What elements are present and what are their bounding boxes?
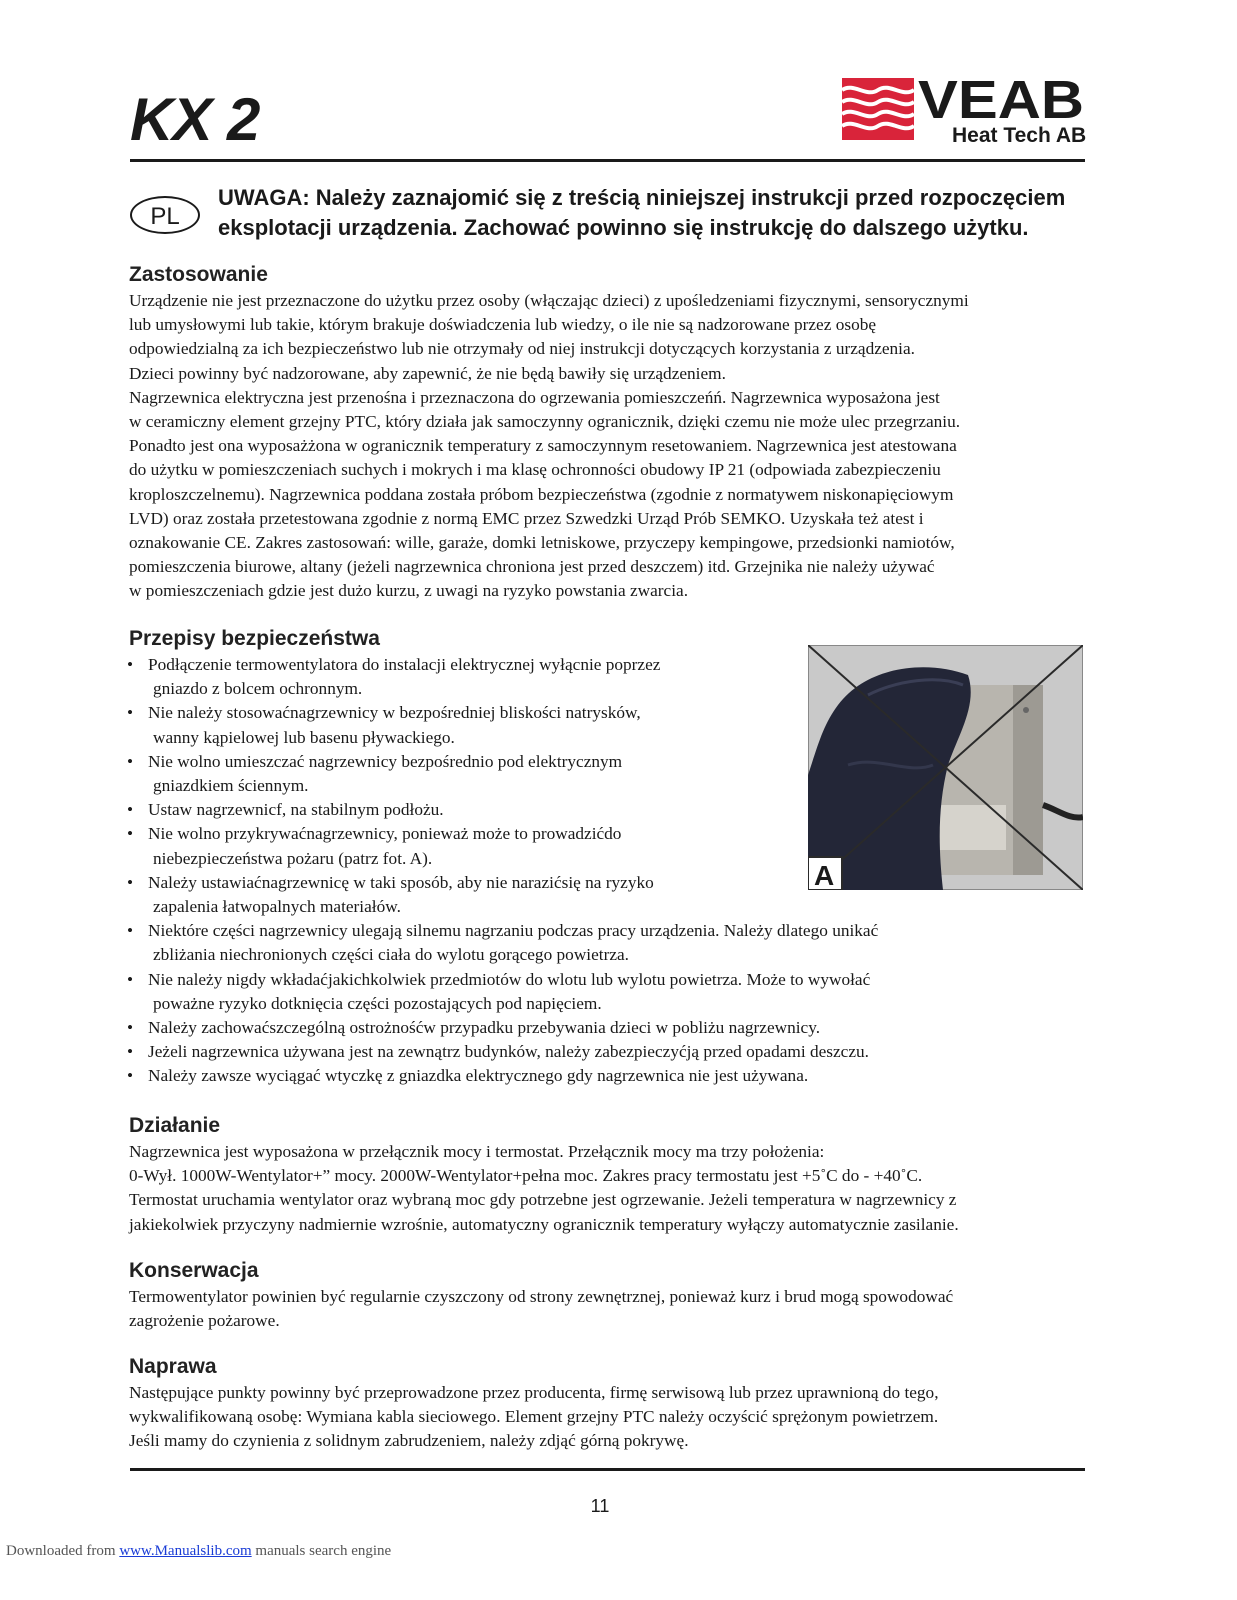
- text-line: wykwalifikowaną osobę: Wymiana kabla sieciowego. Element grzejny PTC należy oczyścić sprężonym powietrzem.: [129, 1407, 939, 1427]
- text-line: Jeśli mamy do czynienia z solidnym zabrudzeniem, należy zdjąć górną pokrywę.: [129, 1431, 689, 1451]
- text-line: Dzieci powinny być nadzorowane, aby zapewnić, że nie będą bawiły się urządzeniem.: [129, 363, 726, 383]
- warning-notice: [218, 183, 1098, 243]
- list-item: • Należy ustawiaćnagrzewnicę w taki sposób, aby nie narazićsię na ryzyko zapalenia łatwopalnych materiałów.: [127, 871, 878, 919]
- section-body-dzialanie: [129, 1140, 1119, 1237]
- text-line: odpowiedzialną za ich bezpieczeństwo lub nie otrzymały od niej instrukcji dotyczących korzystania z urządzenia.: [129, 339, 915, 359]
- text-line: pomieszczenia biurowe, altany (jeżeli nagrzewnica chroniona jest przed deszczem) itd. Grzejnika nie należy używać: [129, 557, 935, 577]
- section-heading-konserwacja: Konserwacja: [129, 1259, 259, 1282]
- footer-rule: [130, 1468, 1085, 1471]
- safety-list: [127, 653, 878, 1089]
- photo-label: A: [814, 860, 835, 890]
- logo-word: VEAB: [918, 72, 1084, 130]
- text-line: do użytku w pomieszczeniach suchych i mokrych i ma klasę ochronności obudowy IP 21 (odpowiada zabezpieczeniu: [129, 460, 941, 480]
- download-footer: [6, 1543, 391, 1560]
- text-line: Ponadto jest ona wyposażżona w ogranicznik temperatury z samoczynnym resetowaniem. Nagrzewnica jest atestowana: [129, 436, 957, 456]
- text-line: Termostat uruchamia wentylator oraz wybraną moc gdy potrzebne jest ogrzewanie. Jeżeli temperatura w nagrzewnicy z: [129, 1190, 957, 1210]
- list-item: • Podłączenie termowentylatora do instalacji elektrycznej wyłącnie poprzez gniazdo z bolcem ochronnym.: [127, 653, 878, 701]
- text-line: lub umysłowymi lub takie, którym brakuje doświadczenia lub wiedzy, o ile nie są nadzorowane przez osobę: [129, 315, 877, 335]
- text-line: oznakowanie CE. Zakres zastosowań: wille, garaże, domki letniskowe, przyczepy kempingowe, przedsionki namiotów,: [129, 533, 955, 553]
- list-item: • Nie należy nigdy wkładaćjakichkolwiek przedmiotów do wlotu lub wylotu powietrza. Może to wywołać poważne ryzyko dotknięcia części pozostających pod napięciem.: [127, 968, 878, 1016]
- section-body-zastosowanie: [129, 289, 1119, 604]
- text-line: Nagrzewnica jest wyposażona w przełącznik mocy i termostat. Przełącznik mocy ma trzy położenia:: [129, 1142, 825, 1161]
- veab-wave-icon: [842, 78, 914, 140]
- list-item: • Jeżeli nagrzewnica używana jest na zewnątrz budynków, należy zabezpieczyćją przed opadami deszczu.: [127, 1040, 878, 1064]
- list-item: • Niektóre części nagrzewnicy ulegają silnemu nagrzaniu podczas pracy urządzenia. Należy dlatego unikać zbliżania niechronionych części ciała do wylotu gorącego powietrza.: [127, 919, 878, 967]
- page-title: KX 2: [130, 86, 260, 153]
- text-line: Następujące punkty powinny być przeprowadzone przez producenta, firmę serwisową lub przez uprawnioną do tego,: [129, 1383, 939, 1402]
- text-line: LVD) oraz została przetestowana zgodnie z normą EMC przez Szwedzki Urząd Prób SEMKO. Uzyskała też atest i: [129, 508, 924, 528]
- warning-line: eksplotacji urządzenia. Zachować powinno się instrukcję do dalszego użytku.: [218, 215, 1029, 240]
- text-line: zagrożenie pożarowe.: [129, 1311, 280, 1331]
- page-number: 11: [590, 1496, 610, 1516]
- section-heading-naprawa: Naprawa: [129, 1355, 217, 1378]
- list-item: • Nie wolno umieszczać nagrzewnicy bezpośrednio pod elektrycznym gniazdkiem ściennym.: [127, 750, 878, 798]
- section-heading-dzialanie: Działanie: [129, 1114, 221, 1137]
- section-body-konserwacja: [129, 1285, 1119, 1333]
- logo-sub: Heat Tech AB: [952, 124, 1087, 146]
- list-item: • Nie należy stosowaćnagrzewnicy w bezpośredniej bliskości natrysków, wanny kąpielowej lub basenu pływackiego.: [127, 701, 878, 749]
- list-item: • Nie wolno przykrywaćnagrzewnicy, ponieważ może to prowadzićdo niebezpieczeństwa pożaru (patrz fot. A).: [127, 822, 878, 870]
- veab-logo: [840, 72, 1090, 146]
- list-item: • Ustaw nagrzewnicf, na stabilnym podłożu.: [127, 798, 878, 822]
- warning-line: UWAGA: Należy zaznajomić się z treścią niniejszej instrukcji przed rozpoczęciem: [218, 185, 1066, 210]
- text-line: Nagrzewnica elektryczna jest przenośna i przeznaczona do ogrzewania pomieszczeńń. Nagrzewnica wyposażona jest: [129, 387, 940, 407]
- footer-suffix: manuals search engine: [251, 1543, 392, 1559]
- text-line: w ceramiczny element grzejny PTC, który działa jak samoczynny ogranicznik, dzięki czemu nie może ulec przegrzaniu.: [129, 412, 961, 432]
- footer-prefix: Downloaded from: [6, 1543, 120, 1559]
- text-line: kroploszczelnemu). Nagrzewnica poddana została próbom bezpieczeństwa (zgodnie z normatywem niskonapięciowym: [129, 484, 954, 504]
- list-item: • Należy zawsze wyciągać wtyczkę z gniazdka elektrycznego gdy nagrzewnica nie jest używana.: [127, 1064, 878, 1088]
- section-heading-przepisy: Przepisy bezpieczeństwa: [129, 627, 380, 650]
- header-rule: [130, 159, 1085, 162]
- list-item: • Należy zachowaćszczególną ostrożnośćw przypadku przebywania dzieci w pobliżu nagrzewnicy.: [127, 1016, 878, 1040]
- text-line: Urządzenie nie jest przeznaczone do użytku przez osoby (włączając dzieci) z upośledzeniami fizycznymi, sensorycznymi: [129, 291, 969, 310]
- section-body-naprawa: [129, 1381, 1119, 1454]
- photo-covered-heater: [808, 645, 1083, 890]
- text-line: jakiekolwiek przyczyny nadmiernie wzrośnie, automatyczny ogranicznik temperatury wyłączy automatycznie zasilanie.: [129, 1214, 959, 1234]
- section-heading-zastosowanie: Zastosowanie: [129, 263, 268, 286]
- text-line: Termowentylator powinien być regularnie czyszczony od strony zewnętrznej, ponieważ kurz i brud mogą spowodować: [129, 1287, 954, 1306]
- language-badge: PL: [130, 196, 200, 234]
- manualslib-link[interactable]: www.Manualslib.com: [119, 1543, 252, 1559]
- text-line: w pomieszczeniach gdzie jest dużo kurzu, z uwagi na ryzyko powstania zwarcia.: [129, 581, 689, 601]
- text-line: 0-Wył. 1000W-Wentylator+” mocy. 2000W-Wentylator+pełna moc. Zakres pracy termostatu jest +5˚C do - +40˚C.: [129, 1166, 923, 1186]
